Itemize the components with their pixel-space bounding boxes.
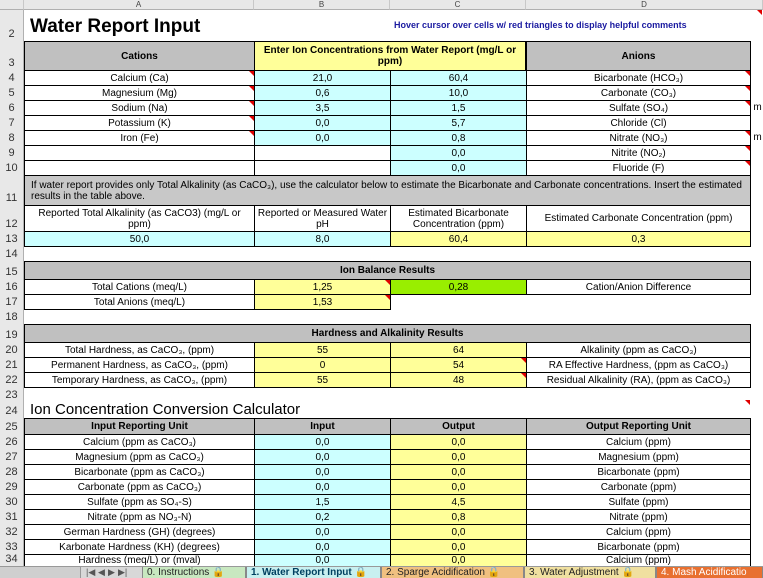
row-header[interactable]: 18 [0, 309, 24, 324]
comment-indicator-icon [745, 161, 750, 166]
row-header[interactable]: 20 [0, 342, 24, 357]
conv-input-unit[interactable]: Sulfate (ppm as SO₄-S) [24, 494, 255, 510]
cations-header[interactable]: Cations [24, 41, 255, 71]
conv-input-unit[interactable]: Carbonate (ppm as CaCO₃) [24, 479, 255, 495]
total-cations-label[interactable]: Total Cations (meq/L) [24, 279, 255, 295]
conv-output[interactable]: 4,5 [390, 494, 527, 510]
enter-ions-header[interactable]: Enter Ion Concentrations from Water Report (mg/L or ppm) [254, 41, 526, 71]
cation-label[interactable]: Magnesium (Mg) [24, 85, 255, 101]
hint-text[interactable]: Hover cursor over cells w/ red triangles to display helpful comments [394, 19, 687, 30]
cation-label[interactable] [24, 145, 255, 161]
row-header[interactable]: 4 [0, 70, 24, 85]
row-header[interactable]: 32 [0, 524, 24, 539]
anion-label[interactable]: Bicarbonate (HCO₃) [526, 70, 751, 86]
row-header[interactable]: 11 [0, 175, 24, 205]
conv-input[interactable]: 0,0 [254, 449, 391, 465]
total-cations-value[interactable]: 1,25 [254, 279, 391, 295]
lock-icon: 🔒 [212, 567, 225, 578]
cation-input[interactable]: 0,0 [254, 130, 391, 146]
conv-output-unit[interactable]: Bicarbonate (ppm) [526, 539, 751, 555]
anion-input[interactable]: 0,8 [390, 130, 527, 146]
conv-output[interactable]: 0,0 [390, 539, 527, 555]
page-title[interactable]: Water Report Input [30, 15, 201, 37]
conv-input-unit[interactable]: Magnesium (ppm as CaCO₃) [24, 449, 255, 465]
row-header[interactable]: 5 [0, 85, 24, 100]
lock-icon: 🔒 [487, 567, 501, 578]
anion-input[interactable]: 60,4 [390, 70, 527, 86]
row-header[interactable]: 26 [0, 434, 24, 449]
hardness-header[interactable]: Hardness and Alkalinity Results [24, 324, 751, 343]
anion-label[interactable]: Nitrate (NO₃) [526, 130, 751, 146]
carbonate-estimate[interactable]: 0,3 [526, 231, 751, 247]
comment-indicator-icon [745, 71, 750, 76]
cation-input[interactable]: 0,6 [254, 85, 391, 101]
total-alkalinity-input[interactable]: 50,0 [24, 231, 255, 247]
comment-indicator-icon [745, 101, 750, 106]
cation-input[interactable]: 3,5 [254, 100, 391, 116]
conv-output[interactable]: 0,8 [390, 509, 527, 525]
overflow-text: m [753, 102, 762, 113]
row-header[interactable]: 6 [0, 100, 24, 115]
row-header[interactable]: 16 [0, 279, 24, 294]
column-header-b[interactable]: B [254, 0, 390, 10]
anion-input[interactable]: 5,7 [390, 115, 527, 131]
hardness-label[interactable]: Total Hardness, as CaCO₃, (ppm) [24, 342, 255, 358]
alkalinity-value[interactable]: 64 [390, 342, 527, 358]
total-anions-value[interactable]: 1,53 [254, 294, 391, 310]
conv-output-unit[interactable]: Calcium (ppm) [526, 524, 751, 540]
lock-icon: 🔒 [621, 567, 634, 578]
hardness-value[interactable]: 55 [254, 342, 391, 358]
row-header[interactable]: 3 [0, 41, 24, 70]
tab-label: 0. Instructions [147, 567, 210, 578]
row-header[interactable]: 22 [0, 372, 24, 387]
row-header[interactable]: 8 [0, 130, 24, 145]
tab-sparge-acidification[interactable] [381, 567, 524, 578]
conv-input[interactable]: 0,0 [254, 554, 391, 566]
anions-header[interactable]: Anions [526, 41, 751, 71]
hardness-label[interactable]: Temporary Hardness, as CaCO₃, (ppm) [24, 372, 255, 388]
conv-output-unit[interactable]: Sulfate (ppm) [526, 494, 751, 510]
hardness-label[interactable]: Permanent Hardness, as CaCO₃, (ppm) [24, 357, 255, 373]
conv-output-unit[interactable]: Calcium (ppm) [526, 434, 751, 450]
conv-output[interactable]: 0,0 [390, 434, 527, 450]
corner-cell[interactable] [0, 0, 24, 10]
overflow-text: m [753, 132, 762, 143]
comment-indicator-icon [745, 400, 750, 405]
tab-water-report-input[interactable] [246, 567, 381, 578]
row-header[interactable]: 19 [0, 324, 24, 342]
conv-input-unit[interactable]: German Hardness (GH) (degrees) [24, 524, 255, 540]
bicarbonate-estimate-header[interactable]: Estimated Bicarbonate Concentration (ppm) [390, 205, 527, 232]
comment-indicator-icon [745, 131, 750, 136]
cation-label[interactable]: Iron (Fe) [24, 130, 255, 146]
anion-label[interactable]: Carbonate (CO₃) [526, 85, 751, 101]
conv-output-unit[interactable]: Nitrate (ppm) [526, 509, 751, 525]
conv-input-unit[interactable]: Calcium (ppm as CaCO₃) [24, 434, 255, 450]
row-header[interactable]: 33 [0, 539, 24, 554]
conv-output-unit[interactable]: Carbonate (ppm) [526, 479, 751, 495]
conv-input[interactable]: 0,0 [254, 479, 391, 495]
anion-input[interactable]: 0,0 [390, 160, 527, 176]
row-header[interactable]: 24 [0, 402, 24, 418]
anion-input[interactable]: 0,0 [390, 145, 527, 161]
row-header[interactable]: 21 [0, 357, 24, 372]
tab-instructions[interactable] [142, 567, 246, 578]
row-header[interactable]: 25 [0, 418, 24, 434]
alkalinity-value[interactable]: 48 [390, 372, 527, 388]
conv-input-unit[interactable]: Nitrate (ppm as NO₃-N) [24, 509, 255, 525]
row-header[interactable]: 9 [0, 145, 24, 160]
row-header[interactable]: 15 [0, 261, 24, 279]
hardness-value[interactable]: 0 [254, 357, 391, 373]
conv-output[interactable]: 0,0 [390, 479, 527, 495]
next-sheet-icon[interactable]: ▶ [108, 567, 115, 577]
column-header-c[interactable]: C [390, 0, 526, 10]
row-header[interactable]: 13 [0, 231, 24, 246]
anion-label[interactable]: Chloride (Cl) [526, 115, 751, 131]
column-header-d[interactable]: D [526, 0, 763, 10]
conv-output-unit[interactable]: Calcium (ppm) [526, 554, 751, 566]
first-sheet-icon[interactable]: |◀ [86, 567, 96, 577]
cation-label[interactable]: Calcium (Ca) [24, 70, 255, 86]
conv-input[interactable]: 0,0 [254, 524, 391, 540]
conversion-calculator-title[interactable]: Ion Concentration Conversion Calculator [30, 401, 301, 418]
comment-indicator-icon [249, 101, 254, 106]
cation-anion-difference-value[interactable]: 0,28 [390, 279, 527, 295]
last-sheet-icon[interactable]: ▶| [118, 567, 128, 577]
conv-header-output-unit[interactable]: Output Reporting Unit [526, 418, 751, 435]
alkalinity-value[interactable]: 54 [390, 357, 527, 373]
row-header[interactable]: 7 [0, 115, 24, 130]
total-anions-label[interactable]: Total Anions (meq/L) [24, 294, 255, 310]
cation-label[interactable] [24, 160, 255, 176]
anion-label[interactable]: Sulfate (SO₄) [526, 100, 751, 116]
row-header[interactable]: 10 [0, 160, 24, 175]
ph-input[interactable]: 8,0 [254, 231, 391, 247]
prev-sheet-icon[interactable]: ◀ [98, 567, 105, 577]
conv-output-unit[interactable]: Bicarbonate (ppm) [526, 464, 751, 480]
conv-input-unit[interactable]: Hardness (meq/L) or (mval) [24, 554, 255, 566]
tab-label: 1. Water Report Input [251, 567, 352, 578]
alkalinity-label[interactable]: Alkalinity (ppm as CaCO₃) [526, 342, 751, 358]
row-header[interactable]: 31 [0, 509, 24, 524]
cation-label[interactable]: Potassium (K) [24, 115, 255, 131]
comment-indicator-icon [521, 358, 526, 363]
conv-output[interactable]: 0,0 [390, 464, 527, 480]
comment-indicator-icon [249, 86, 254, 91]
hardness-value[interactable]: 55 [254, 372, 391, 388]
comment-indicator-icon [745, 86, 750, 91]
conv-output[interactable]: 0,0 [390, 449, 527, 465]
conv-input[interactable]: 0,0 [254, 464, 391, 480]
conv-output[interactable]: 0,0 [390, 554, 527, 566]
tab-water-adjustment[interactable] [524, 567, 656, 578]
horizontal-scrollbar[interactable] [0, 567, 81, 578]
sheet-tab-bar [0, 566, 763, 578]
comment-indicator-icon [249, 116, 254, 121]
alkalinity-label[interactable]: RA Effective Hardness, (ppm as CaCO₃) [526, 357, 751, 373]
column-header-a[interactable]: A [24, 0, 254, 10]
conv-input[interactable]: 0,0 [254, 434, 391, 450]
row-header[interactable]: 30 [0, 494, 24, 509]
comment-indicator-icon [385, 295, 390, 300]
cation-input[interactable]: 21,0 [254, 70, 391, 86]
row-header[interactable]: 29 [0, 479, 24, 494]
cation-input[interactable] [254, 160, 391, 176]
alkalinity-label[interactable]: Residual Alkalinity (RA), (ppm as CaCO₃) [526, 372, 751, 388]
tab-label: 4. Mash Acidificatio [661, 567, 747, 578]
conv-header-input-unit[interactable]: Input Reporting Unit [24, 418, 255, 435]
carbonate-estimate-header[interactable]: Estimated Carbonate Concentration (ppm) [526, 205, 751, 232]
anion-label[interactable]: Nitrite (NO₂) [526, 145, 751, 161]
comment-indicator-icon [385, 280, 390, 285]
row-header[interactable]: 34 [0, 554, 24, 566]
comment-indicator-icon [249, 131, 254, 136]
conv-input[interactable]: 0,0 [254, 539, 391, 555]
row-header[interactable]: 2 [0, 10, 24, 41]
conv-input-unit[interactable]: Bicarbonate (ppm as CaCO₃) [24, 464, 255, 480]
anion-input[interactable]: 10,0 [390, 85, 527, 101]
conv-header-input[interactable]: Input [254, 418, 391, 435]
comment-indicator-icon [521, 373, 526, 378]
tab-mash-acidification[interactable] [656, 567, 763, 578]
bicarbonate-estimate[interactable]: 60,4 [390, 231, 527, 247]
conv-input[interactable]: 1,5 [254, 494, 391, 510]
cation-input[interactable]: 0,0 [254, 115, 391, 131]
conv-header-output[interactable]: Output [390, 418, 527, 435]
anion-label[interactable]: Fluoride (F) [526, 160, 751, 176]
comment-indicator-icon [249, 71, 254, 76]
row-header[interactable]: 12 [0, 205, 24, 231]
alkalinity-note[interactable]: If water report provides only Total Alkalinity (as CaCO₃), use the calculator below to estimate the Bicarbonate and Carbonate concentrations. Insert the estimated results in the table above. [24, 175, 751, 206]
ph-header[interactable]: Reported or Measured Water pH [254, 205, 391, 232]
row-header[interactable]: 17 [0, 294, 24, 309]
row-header[interactable]: 28 [0, 464, 24, 479]
alkalinity-header[interactable]: Reported Total Alkalinity (as CaCO3) (mg/L or ppm) [24, 205, 255, 232]
comment-indicator-icon [745, 146, 750, 151]
conv-output-unit[interactable]: Magnesium (ppm) [526, 449, 751, 465]
row-header[interactable]: 27 [0, 449, 24, 464]
conv-input[interactable]: 0,2 [254, 509, 391, 525]
anion-input[interactable]: 1,5 [390, 100, 527, 116]
ion-balance-header[interactable]: Ion Balance Results [24, 261, 751, 280]
conv-input-unit[interactable]: Karbonate Hardness (KH) (degrees) [24, 539, 255, 555]
tab-label: 3. Water Adjustment [529, 567, 619, 578]
row-header[interactable]: 23 [0, 387, 24, 402]
cation-label[interactable]: Sodium (Na) [24, 100, 255, 116]
cation-anion-difference-label[interactable]: Cation/Anion Difference [526, 279, 751, 295]
tab-label: 2. Sparge Acidification [386, 567, 485, 578]
lock-icon: 🔒 [354, 567, 367, 578]
comment-indicator-icon [757, 10, 762, 15]
cation-input[interactable] [254, 145, 391, 161]
row-header[interactable]: 14 [0, 246, 24, 261]
conv-output[interactable]: 0,0 [390, 524, 527, 540]
